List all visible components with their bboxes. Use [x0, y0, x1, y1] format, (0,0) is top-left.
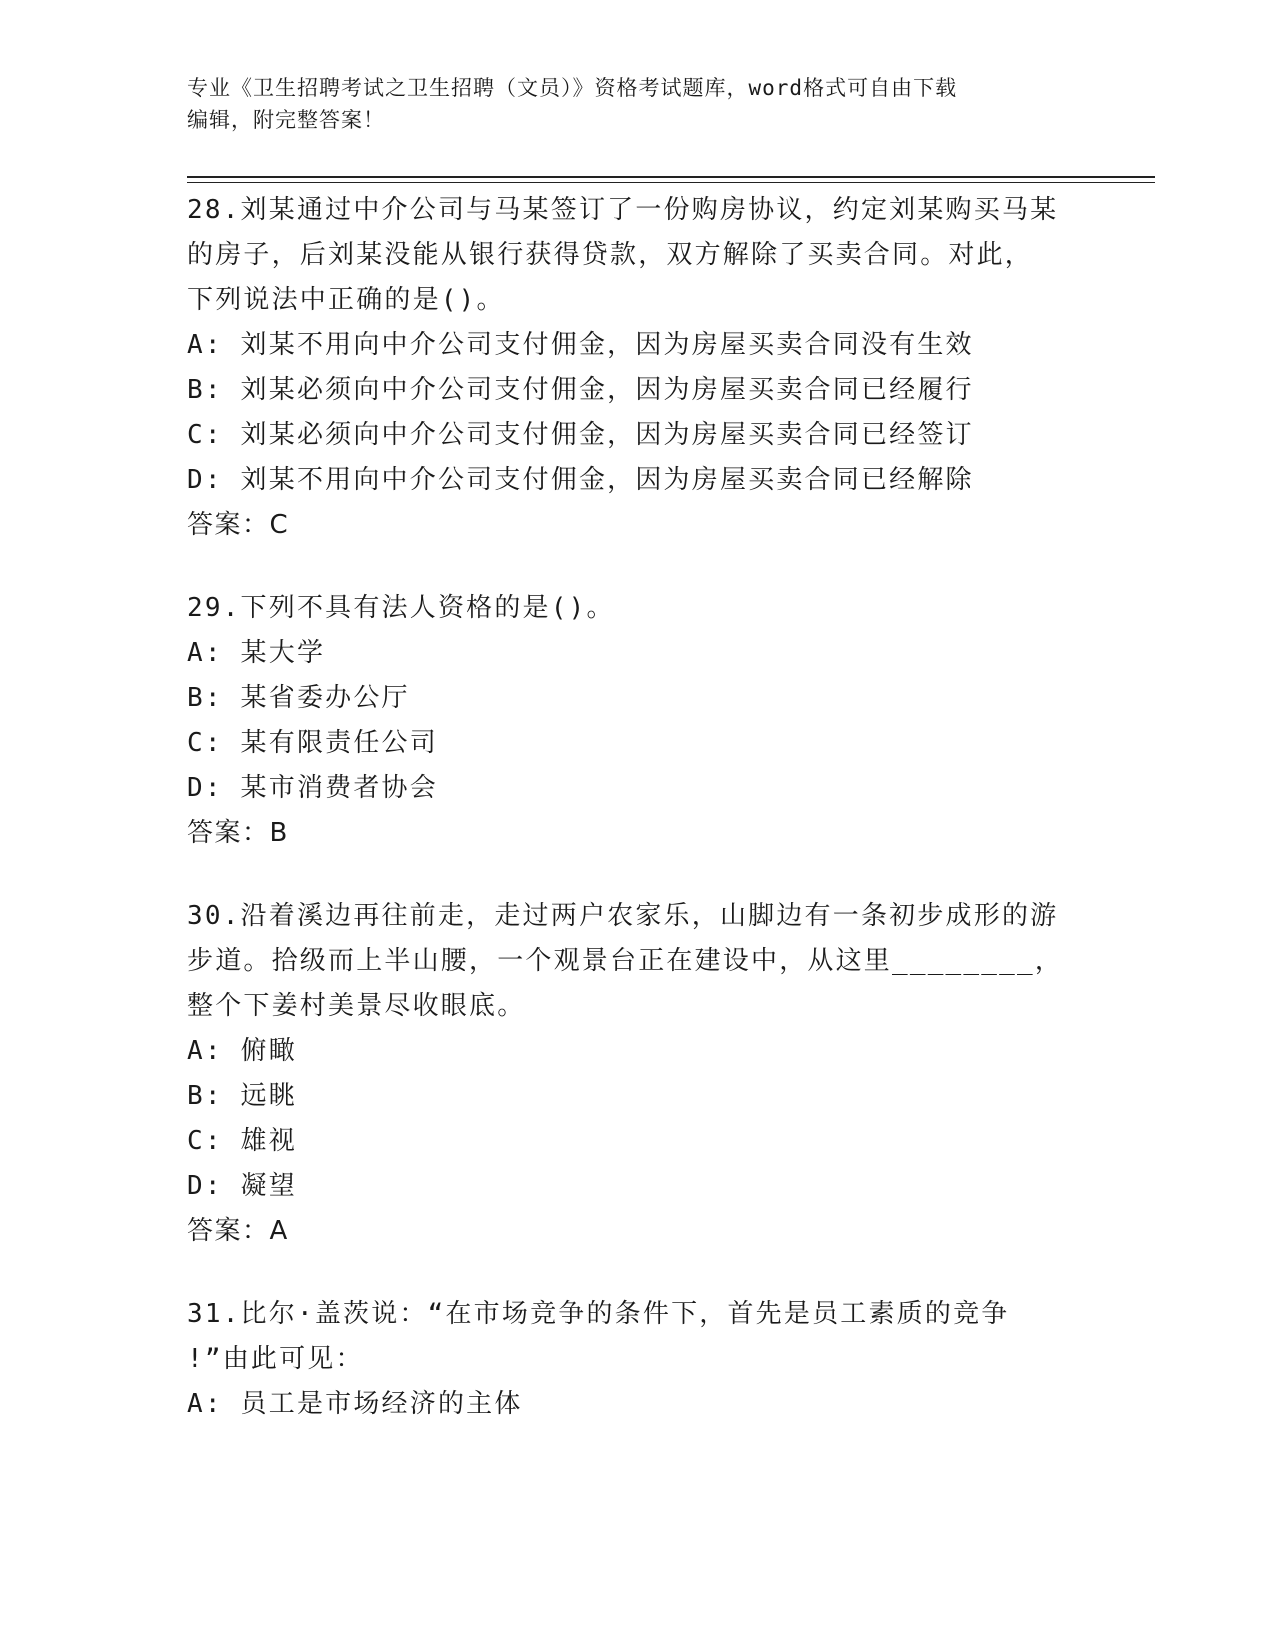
option-d: D: 凝望: [187, 1171, 297, 1201]
option-b: B: 远眺: [187, 1081, 297, 1111]
question-stem: [187, 894, 1087, 1029]
answer-line: 答案：A: [187, 1216, 289, 1246]
question-28: [187, 188, 1087, 548]
stem-line: 下列说法中正确的是()。: [187, 285, 505, 315]
stem-line: 31.比尔·盖茨说：“在市场竞争的条件下，首先是员工素质的竞争: [187, 1299, 1010, 1329]
question-list: [187, 188, 1087, 1465]
option-b: B: 某省委办公厅: [187, 683, 410, 713]
question-29: [187, 586, 1087, 856]
stem-line: 30.沿着溪边再往前走，走过两户农家乐，山脚边有一条初步成形的游: [187, 901, 1059, 931]
stem-line: 的房子，后刘某没能从银行获得贷款，双方解除了买卖合同。对此，: [187, 240, 1034, 270]
option-c: C: 雄视: [187, 1126, 297, 1156]
question-31: [187, 1292, 1087, 1427]
header-line-2: 编辑，附完整答案！: [187, 108, 385, 132]
stem-line: 步道。拾级而上半山腰，一个观景台正在建设中，从这里________，: [187, 946, 1064, 976]
option-a: A: 某大学: [187, 638, 326, 668]
question-stem: [187, 188, 1087, 323]
option-b: B: 刘某必须向中介公司支付佣金，因为房屋买卖合同已经履行: [187, 375, 974, 405]
option-a: A: 刘某不用向中介公司支付佣金，因为房屋买卖合同没有生效: [187, 330, 974, 360]
stem-line: !”由此可见：: [187, 1344, 364, 1374]
header-divider-thick: [187, 176, 1155, 178]
option-d: D: 刘某不用向中介公司支付佣金，因为房屋买卖合同已经解除: [187, 465, 974, 495]
option-a: A: 员工是市场经济的主体: [187, 1389, 523, 1419]
question-stem: [187, 586, 1087, 631]
answer-line: 答案：B: [187, 818, 289, 848]
question-30: [187, 894, 1087, 1254]
option-c: C: 某有限责任公司: [187, 728, 438, 758]
stem-line: 整个下姜村美景尽收眼底。: [187, 991, 526, 1021]
header-divider-thin: [187, 182, 1155, 183]
stem-line: 28.刘某通过中介公司与马某签订了一份购房协议，约定刘某购买马某: [187, 195, 1059, 225]
option-c: C: 刘某必须向中介公司支付佣金，因为房屋买卖合同已经签订: [187, 420, 974, 450]
answer-line: 答案：C: [187, 510, 290, 540]
option-a: A: 俯瞰: [187, 1036, 297, 1066]
header-line-1: 专业《卫生招聘考试之卫生招聘（文员）》资格考试题库，word格式可自由下载: [187, 76, 958, 100]
option-d: D: 某市消费者协会: [187, 773, 438, 803]
question-stem: [187, 1292, 1087, 1382]
document-header: [187, 72, 1087, 136]
stem-line: 29.下列不具有法人资格的是()。: [187, 593, 615, 623]
